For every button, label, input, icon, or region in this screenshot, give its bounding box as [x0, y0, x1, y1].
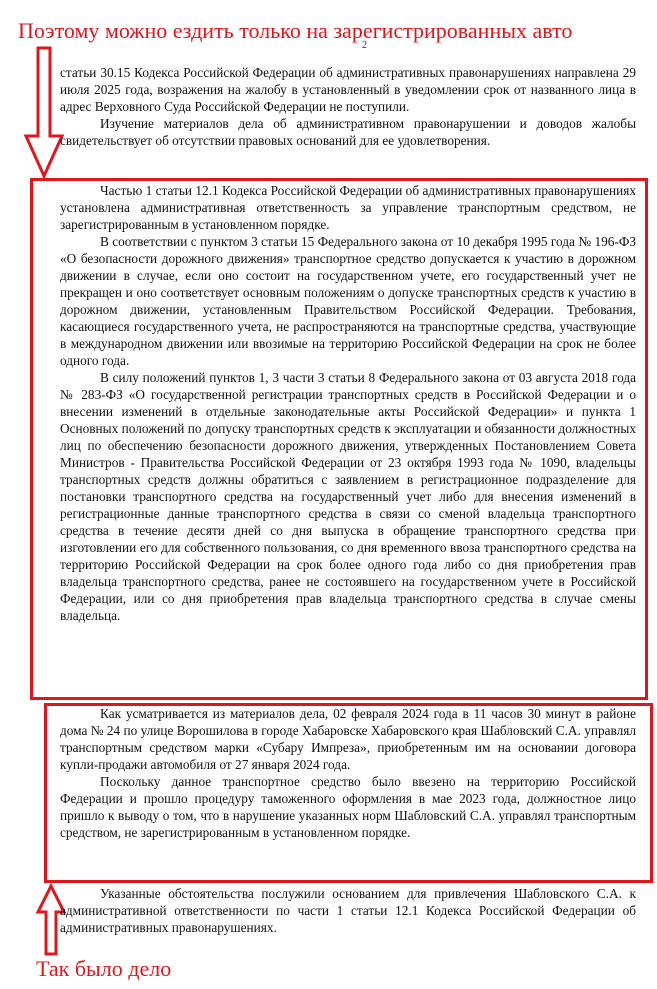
paragraph: В силу положений пунктов 1, 3 части 3 статьи 8 Федерального закона от 03 августа 2018 года № 283-ФЗ «О государственной регистрации транспортных средств в Российской Федерации и о внесении изменений в отдельные законодательные акты Российской Федерации» и пункта 1 Основных положений по допуску транспортных средств к эксплуатации и обязанности должностных лиц по обеспечению безопасности дорожного движения, утвержденных Постановлением Совета Министров - Правительства Российской Федерации от 23 октября 1993 года № 1090, владельцы транспортных средств должны обратиться с заявлением в регистрационное подразделение для постановки транспортного средства на государственный учет либо для внесения изменений в регистрационные данные транспортного средства в связи со сменой владельца транспортного средства в течение десяти дней со дня выпуска в обращение транспортного средства при изготовлении его для собственного пользования, со дня временного ввоза транспортного средства на территорию Российской Федерации на срок более одного года либо со дня приобретения прав владельца транспортного средства, ранее не состоявшего на государственном учете в Российской Федерации, или со дня приобретения прав владельца транспортного средства в случае смены владельца. [60, 370, 636, 623]
paragraph: Изучение материалов дела об административном правонарушении и доводов жалобы свидетельствует об отсутствии правовых оснований для ее удовлетворения. [60, 116, 636, 148]
annotation-top-caption: Поэтому можно ездить только на зарегистрированных авто [18, 18, 573, 43]
annotation-bottom-caption: Так было дело [36, 956, 172, 981]
page-number: 2 [362, 40, 367, 51]
document-block-facts [60, 705, 636, 841]
paragraph: Поскольку данное транспортное средство было ввезено на территорию Российской Федерации и прошло процедуру таможенного оформления в мае 2023 года, должностное лицо пришло к выводу о том, что в нарушение указанных норм Шабловский С.А. управлял транспортным средством, не зарегистрированным в установленном порядке. [60, 774, 636, 840]
paragraph: Указанные обстоятельства послужили основанием для привлечения Шабловского С.А. к административной ответственности по части 1 статьи 12.1 Кодекса Российской Федерации об административных правонарушениях. [60, 886, 636, 935]
arrow-down-icon [28, 48, 64, 178]
document-block-law [60, 182, 636, 624]
paragraph: Частью 1 статьи 12.1 Кодекса Российской Федерации об административных правонарушениях установлена административная ответственность за управление транспортным средством, не зарегистрированным в установленном порядке. [60, 183, 636, 232]
paragraph: статьи 30.15 Кодекса Российской Федерации об административных правонарушениях направлена 29 июля 2025 года, возражения на жалобу в установленный в уведомлении срок от названного лица в адрес Верховного Суда Российской Федерации не поступили. [60, 65, 636, 114]
paragraph: Как усматривается из материалов дела, 02 февраля 2024 года в 11 часов 30 минут в районе дома № 24 по улице Ворошилова в городе Хабаровске Хабаровского края Шабловский С.А. управлял транспортным средством марки «Субару Импреза», приобретенным им на основании договора купли-продажи автомобиля от 27 января 2024 года. [60, 706, 636, 772]
document-block-intro [60, 64, 636, 149]
paragraph: В соответствии с пунктом 3 статьи 15 Федерального закона от 10 декабря 1995 года № 196-ФЗ «О безопасности дорожного движения» транспортное средство допускается к участию в дорожном движении в случае, если оно состоит на государственном учете, его государственный учет не прекращен и оно соответствует основным положениям о допуске транспортных средств к участию в дорожном движении, установленным Правительством Российской Федерации. Требования, касающиеся государственного учета, не распространяются на транспортные средства, участвующие в международном движении или ввозимые на территорию Российской Федерации на срок не более одного года. [60, 234, 636, 368]
document-block-conclusion [60, 885, 636, 936]
